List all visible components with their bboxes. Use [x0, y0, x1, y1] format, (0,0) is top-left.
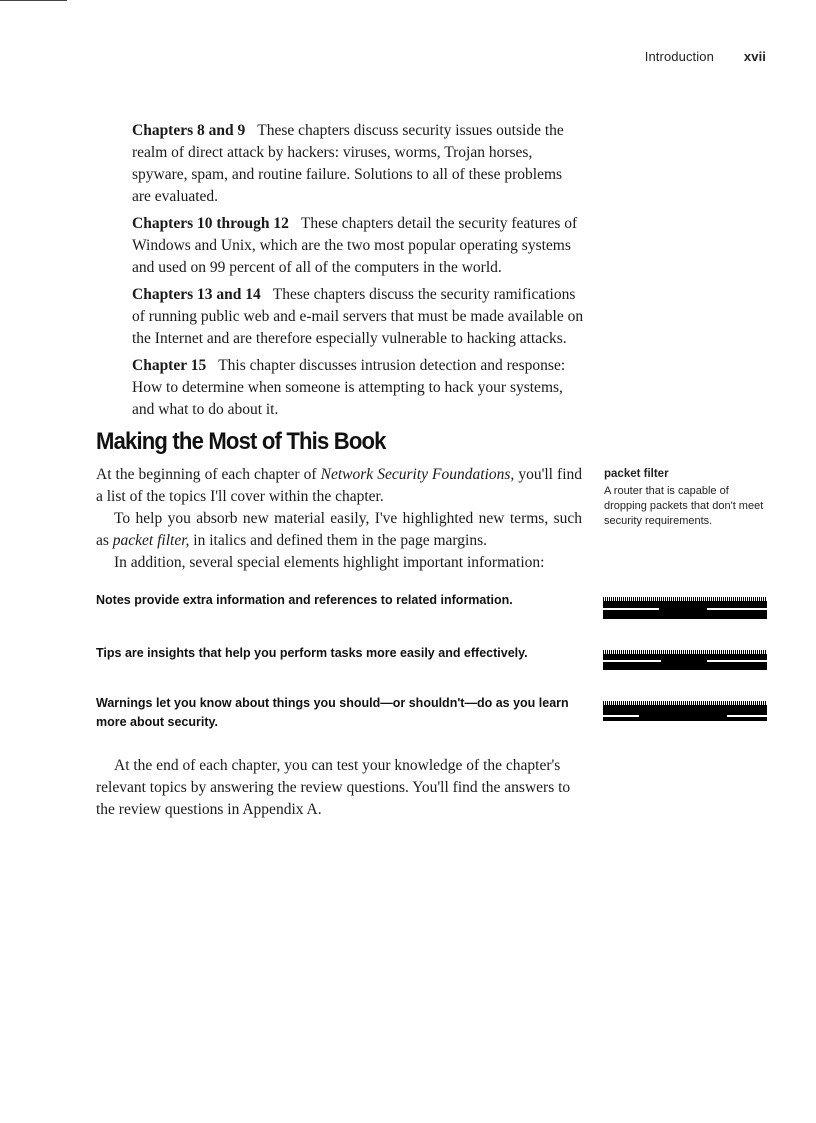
- warning-icon: [603, 701, 767, 721]
- note-icon-bar: [603, 601, 767, 619]
- closing-section: [96, 755, 582, 821]
- chapter-entry-lead: Chapter 15: [132, 357, 207, 374]
- note-text: Notes provide extra information and references to related information.: [96, 593, 513, 607]
- warning-text: Warnings let you know about things you should—or shouldn't—do as you learn more about security.: [96, 696, 569, 729]
- terms-paragraph: [96, 508, 582, 552]
- chapter-entry-text: These chapters discuss security issues outside the realm of direct attack by hackers: viruses, worms, Trojan horses, spyware, spam, and routine failure. Solutions to all of these problems are evaluated.: [132, 122, 564, 205]
- warning-icon-slit-right: [727, 715, 767, 717]
- highlighted-term: packet filter,: [112, 532, 190, 549]
- book-title: Network Security Foundations,: [320, 466, 515, 483]
- margin-term: packet filter: [604, 468, 669, 480]
- chapter-entry-lead: Chapters 8 and 9: [132, 122, 246, 139]
- intro-paragraph-text-end: you'll find a list of the topics I'll cover within the chapter.: [96, 466, 583, 505]
- chapter-entry-text: This chapter discusses intrusion detection and response: How to determine when someone is attempting to hack your systems, and what to do about it.: [132, 357, 566, 418]
- chapter-entry-lead: Chapters 10 through 12: [132, 215, 289, 232]
- chapter-entry: [132, 284, 584, 350]
- chapter-entry: [132, 120, 584, 208]
- special-elements-paragraph: In addition, several special elements highlight important information:: [114, 554, 545, 571]
- chapter-entry: [132, 355, 584, 421]
- closing-paragraph: At the end of each chapter, you can test your knowledge of the chapter's relevant topics by answering the review questions. You'll find the answers to the review questions in Appendix A.: [96, 757, 571, 818]
- warning-icon-bar: [603, 705, 767, 721]
- tip-icon-slit-left: [603, 660, 661, 662]
- note-icon-slit-left: [603, 608, 659, 610]
- running-head: [560, 49, 766, 64]
- chapter-entry: [132, 213, 584, 279]
- note-icon-slit-right: [707, 608, 767, 610]
- note-icon: [603, 597, 767, 619]
- intro-paragraph-text: At the beginning of each chapter of: [96, 466, 321, 483]
- page-number: xvii: [743, 49, 766, 64]
- chapter-entry-lead: Chapters 13 and 14: [132, 286, 261, 303]
- running-head-section: Introduction: [644, 49, 714, 64]
- tip-icon-bar: [603, 654, 767, 670]
- chapter-entry-text: These chapters detail the security features of Windows and Unix, which are the two most popular operating systems and used on 99 percent of all of the computers in the world.: [132, 215, 578, 276]
- terms-paragraph-text-end: in italics and defined them in the page margins.: [189, 532, 488, 549]
- section-heading: Making the Most of This Book: [96, 428, 386, 455]
- chapter-description-list: [132, 120, 584, 426]
- top-rule: [0, 0, 67, 1]
- margin-definition-text: A router that is capable of dropping packets that don't meet security requirements.: [604, 485, 764, 527]
- tip-icon: [603, 650, 767, 670]
- section-body: [96, 464, 582, 574]
- tip-icon-slit-right: [707, 660, 767, 662]
- chapter-entry-text: These chapters discuss the security ramifications of running public web and e-mail servers that must be made available on the Internet and are therefore especially vulnerable to hacking attacks.: [132, 286, 584, 347]
- terms-paragraph-text: To help you absorb new material easily, I've highlighted new terms, such as: [96, 510, 582, 549]
- tip-text: Tips are insights that help you perform tasks more easily and effectively.: [96, 646, 528, 660]
- intro-paragraph: [96, 464, 582, 508]
- margin-definition: [604, 467, 764, 529]
- warning-icon-slit-left: [603, 715, 639, 717]
